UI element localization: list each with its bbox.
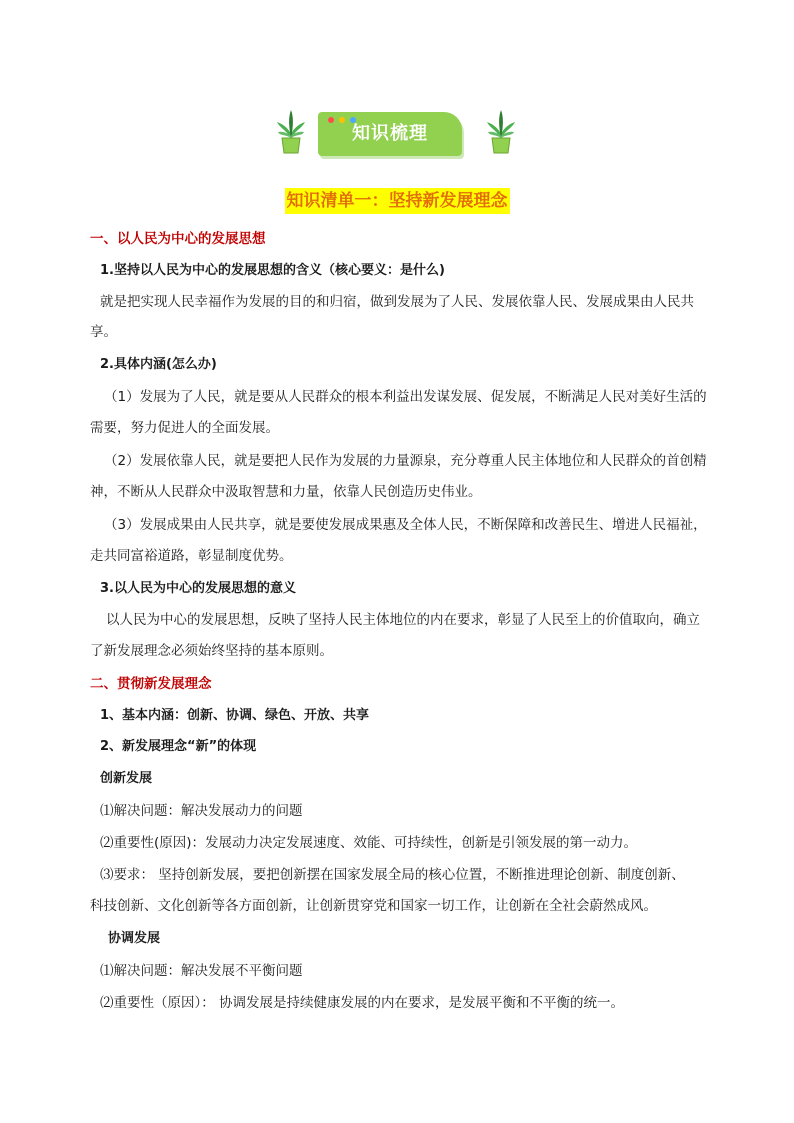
paragraph-line: 以人民为中心的发展思想，反映了坚持人民主体地位的内在要求，彰显了人民至上的价值取向，确立 bbox=[106, 612, 700, 628]
potted-plant-icon bbox=[276, 110, 306, 154]
paragraph-line: 科技创新、文化创新等各方面创新，让创新贯穿党和国家一切工作，让创新在全社会蔚然成风。 bbox=[90, 898, 657, 914]
paragraph-line: （3）发展成果由人民共享，就是要使发展成果惠及全体人民，不断保障和改善民生、增进人民福祉， bbox=[104, 517, 707, 533]
paragraph-line: 需要，努力促进人的全面发展。 bbox=[90, 420, 279, 436]
paragraph-line: 了新发展理念必须始终坚持的基本原则。 bbox=[90, 643, 333, 659]
potted-plant-icon bbox=[486, 110, 516, 154]
subheading-innovation: 创新发展 bbox=[100, 771, 153, 786]
paragraph-line: ⑶要求： 坚持创新发展，要把创新摆在国家发展全局的核心位置，不断推进理论创新、制度创新、 bbox=[100, 867, 685, 883]
paragraph-line: ⑴解决问题：解决发展不平衡问题 bbox=[100, 963, 303, 979]
subheading-coordination: 协调发展 bbox=[108, 931, 161, 946]
banner-title: 知识梳理 bbox=[352, 123, 428, 144]
paragraph-line: ⑵重要性（原因）： 协调发展是持续健康发展的内在要求，是发展平衡和不平衡的统一。 bbox=[100, 995, 625, 1011]
paragraph-line: ⑵重要性(原因)：发展动力决定发展速度、效能、可持续性，创新是引领发展的第一动力。 bbox=[100, 835, 638, 851]
subheading-content: 2.具体内涵(怎么办) bbox=[100, 357, 217, 372]
paragraph-line: ⑴解决问题：解决发展动力的问题 bbox=[100, 803, 303, 819]
paragraph-line: 神，不断从人民群众中汲取智慧和力量，依靠人民创造历史伟业。 bbox=[90, 484, 482, 500]
section-heading-1: 一、以人民为中心的发展思想 bbox=[90, 231, 266, 247]
subheading-significance: 3.以人民为中心的发展思想的意义 bbox=[100, 581, 296, 596]
paragraph-line: 就是把实现人民幸福作为发展的目的和归宿，做到发展为了人民、发展依靠人民、发展成果由人民共 bbox=[100, 294, 694, 310]
paragraph-line: 享。 bbox=[90, 324, 117, 340]
subheading-meaning: 1.坚持以人民为中心的发展思想的含义（核心要义：是什么) bbox=[100, 263, 445, 278]
section-banner bbox=[276, 108, 516, 160]
subheading-basic-content: 1、基本内涵：创新、协调、绿色、开放、共享 bbox=[100, 708, 370, 723]
list-title-text: 知识清单一：坚持新发展理念 bbox=[285, 188, 510, 214]
list-title bbox=[0, 188, 794, 214]
paragraph-line: （1）发展为了人民，就是要从人民群众的根本利益出发谋发展、促发展，不断满足人民对美好生活的 bbox=[104, 389, 707, 405]
paragraph-line: 走共同富裕道路，彰显制度优势。 bbox=[90, 548, 293, 564]
paragraph-line: （2）发展依靠人民，就是要把人民作为发展的力量源泉，充分尊重人民主体地位和人民群众的首创精 bbox=[104, 453, 707, 469]
subheading-new-concept: 2、新发展理念“新”的体现 bbox=[100, 739, 257, 754]
section-heading-2: 二、贯彻新发展理念 bbox=[90, 676, 212, 692]
